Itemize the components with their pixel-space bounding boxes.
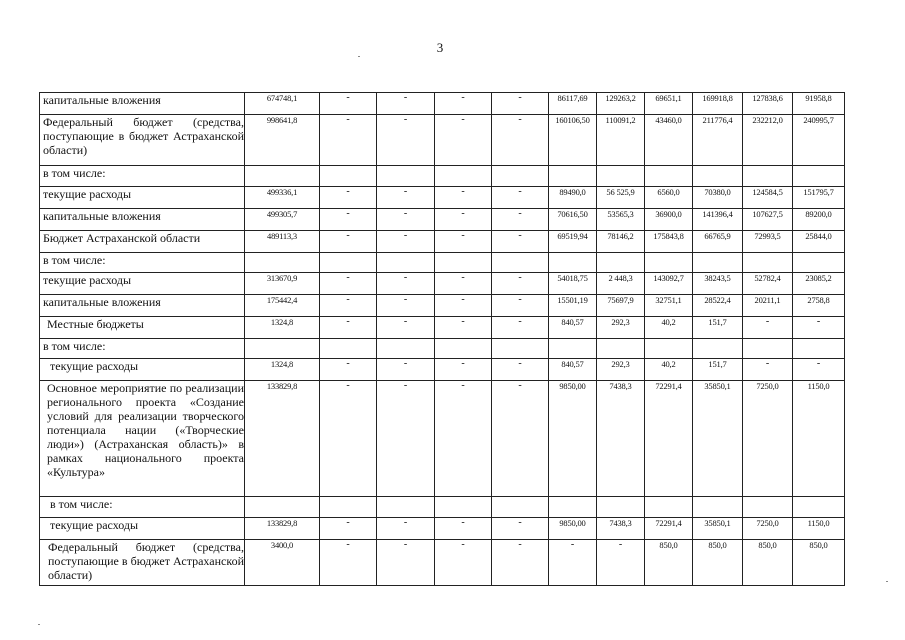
value-cell bbox=[549, 166, 597, 187]
value-cell: 211776,4 bbox=[693, 115, 743, 166]
value-cell: 70380,0 bbox=[693, 187, 743, 209]
table-row bbox=[40, 540, 845, 586]
value-cell: - bbox=[320, 93, 377, 115]
value-cell: - bbox=[377, 115, 435, 166]
value-cell: 66765,9 bbox=[693, 231, 743, 253]
value-cell: 124584,5 bbox=[743, 187, 793, 209]
page-number: 3 bbox=[436, 40, 444, 55]
value-cell: 292,3 bbox=[597, 359, 645, 381]
value-cell: 6560,0 bbox=[645, 187, 693, 209]
value-cell: - bbox=[435, 317, 492, 339]
budget-table bbox=[39, 92, 845, 586]
value-cell: 20211,1 bbox=[743, 295, 793, 317]
value-cell: 40,2 bbox=[645, 317, 693, 339]
value-cell: - bbox=[320, 540, 377, 586]
value-cell: - bbox=[377, 273, 435, 295]
value-cell: 40,2 bbox=[645, 359, 693, 381]
value-cell bbox=[492, 339, 549, 359]
value-cell: 292,3 bbox=[597, 317, 645, 339]
row-label: капитальные вложения bbox=[40, 295, 245, 317]
value-cell: - bbox=[492, 317, 549, 339]
value-cell: 141396,4 bbox=[693, 209, 743, 231]
value-cell: - bbox=[320, 209, 377, 231]
value-cell: 240995,7 bbox=[793, 115, 845, 166]
value-cell: 7438,3 bbox=[597, 381, 645, 497]
value-cell: - bbox=[435, 540, 492, 586]
row-label: Федеральный бюджет (средства, поступающие в бюджет Астраханской области) bbox=[40, 115, 245, 166]
row-label: текущие расходы bbox=[40, 359, 245, 381]
value-cell: - bbox=[435, 115, 492, 166]
table-row bbox=[40, 209, 845, 231]
value-cell: 69651,1 bbox=[645, 93, 693, 115]
value-cell: 998641,8 bbox=[245, 115, 320, 166]
value-cell: - bbox=[320, 317, 377, 339]
value-cell: - bbox=[492, 359, 549, 381]
row-label: в том числе: bbox=[40, 497, 245, 518]
value-cell: 2 448,3 bbox=[597, 273, 645, 295]
value-cell: 1150,0 bbox=[793, 518, 845, 540]
value-cell bbox=[320, 339, 377, 359]
value-cell: 70616,50 bbox=[549, 209, 597, 231]
value-cell: 129263,2 bbox=[597, 93, 645, 115]
value-cell bbox=[597, 339, 645, 359]
value-cell bbox=[245, 253, 320, 273]
value-cell: - bbox=[377, 295, 435, 317]
value-cell: 7250,0 bbox=[743, 381, 793, 497]
value-cell: 23085,2 bbox=[793, 273, 845, 295]
value-cell: 175442,4 bbox=[245, 295, 320, 317]
value-cell: - bbox=[435, 359, 492, 381]
table-row bbox=[40, 381, 845, 497]
value-cell: - bbox=[793, 359, 845, 381]
value-cell: - bbox=[492, 209, 549, 231]
row-label: текущие расходы bbox=[40, 518, 245, 540]
value-cell: - bbox=[320, 231, 377, 253]
value-cell: - bbox=[492, 187, 549, 209]
value-cell bbox=[435, 166, 492, 187]
value-cell: 3400,0 bbox=[245, 540, 320, 586]
row-label: текущие расходы bbox=[40, 273, 245, 295]
value-cell: - bbox=[492, 231, 549, 253]
value-cell: - bbox=[377, 317, 435, 339]
value-cell: 313670,9 bbox=[245, 273, 320, 295]
table-row bbox=[40, 497, 845, 518]
row-label: капитальные вложения bbox=[40, 93, 245, 115]
value-cell: - bbox=[377, 518, 435, 540]
value-cell: 1324,8 bbox=[245, 359, 320, 381]
row-label: Бюджет Астраханской области bbox=[40, 231, 245, 253]
value-cell: 32751,1 bbox=[645, 295, 693, 317]
value-cell bbox=[377, 253, 435, 273]
table-row bbox=[40, 518, 845, 540]
value-cell bbox=[693, 339, 743, 359]
value-cell: 91958,8 bbox=[793, 93, 845, 115]
value-cell: 107627,5 bbox=[743, 209, 793, 231]
value-cell: 7250,0 bbox=[743, 518, 793, 540]
value-cell: 35850,1 bbox=[693, 381, 743, 497]
value-cell: 850,0 bbox=[743, 540, 793, 586]
value-cell: 840,57 bbox=[549, 359, 597, 381]
value-cell bbox=[645, 339, 693, 359]
row-label: в том числе: bbox=[40, 253, 245, 273]
table-row bbox=[40, 93, 845, 115]
value-cell: 28522,4 bbox=[693, 295, 743, 317]
value-cell: 69519,94 bbox=[549, 231, 597, 253]
value-cell: 160106,50 bbox=[549, 115, 597, 166]
value-cell: - bbox=[377, 187, 435, 209]
value-cell: - bbox=[320, 187, 377, 209]
value-cell bbox=[597, 253, 645, 273]
table-row bbox=[40, 317, 845, 339]
table-row bbox=[40, 115, 845, 166]
value-cell bbox=[492, 166, 549, 187]
value-cell: - bbox=[320, 115, 377, 166]
value-cell: 133829,8 bbox=[245, 518, 320, 540]
value-cell bbox=[645, 166, 693, 187]
value-cell: - bbox=[377, 381, 435, 497]
value-cell bbox=[549, 253, 597, 273]
table-row bbox=[40, 187, 845, 209]
value-cell: 75697,9 bbox=[597, 295, 645, 317]
value-cell bbox=[435, 253, 492, 273]
value-cell: 53565,3 bbox=[597, 209, 645, 231]
value-cell: 9850,00 bbox=[549, 518, 597, 540]
value-cell: - bbox=[492, 93, 549, 115]
value-cell: - bbox=[435, 93, 492, 115]
value-cell: - bbox=[377, 209, 435, 231]
value-cell: 2758,8 bbox=[793, 295, 845, 317]
value-cell: - bbox=[320, 273, 377, 295]
value-cell: 840,57 bbox=[549, 317, 597, 339]
value-cell: 499336,1 bbox=[245, 187, 320, 209]
value-cell bbox=[320, 166, 377, 187]
value-cell: 133829,8 bbox=[245, 381, 320, 497]
value-cell: - bbox=[320, 381, 377, 497]
value-cell bbox=[245, 497, 320, 518]
value-cell: 151795,7 bbox=[793, 187, 845, 209]
value-cell: - bbox=[435, 295, 492, 317]
row-label: Местные бюджеты bbox=[40, 317, 245, 339]
value-cell: - bbox=[492, 295, 549, 317]
value-cell: 9850,00 bbox=[549, 381, 597, 497]
value-cell bbox=[245, 339, 320, 359]
value-cell: - bbox=[435, 273, 492, 295]
value-cell bbox=[377, 497, 435, 518]
value-cell: 36900,0 bbox=[645, 209, 693, 231]
table-row bbox=[40, 295, 845, 317]
value-cell: 175843,8 bbox=[645, 231, 693, 253]
value-cell: 850,0 bbox=[793, 540, 845, 586]
value-cell: - bbox=[435, 381, 492, 497]
row-label: в том числе: bbox=[40, 166, 245, 187]
value-cell: 850,0 bbox=[693, 540, 743, 586]
value-cell: 89490,0 bbox=[549, 187, 597, 209]
table-row bbox=[40, 273, 845, 295]
value-cell: 7438,3 bbox=[597, 518, 645, 540]
value-cell bbox=[549, 339, 597, 359]
value-cell bbox=[645, 497, 693, 518]
value-cell: 169918,8 bbox=[693, 93, 743, 115]
value-cell: 499305,7 bbox=[245, 209, 320, 231]
value-cell: 54018,75 bbox=[549, 273, 597, 295]
value-cell bbox=[645, 253, 693, 273]
value-cell: 110091,2 bbox=[597, 115, 645, 166]
value-cell: - bbox=[435, 209, 492, 231]
value-cell: 489113,3 bbox=[245, 231, 320, 253]
value-cell: - bbox=[597, 540, 645, 586]
value-cell bbox=[245, 166, 320, 187]
table-row bbox=[40, 231, 845, 253]
table-row bbox=[40, 339, 845, 359]
value-cell: - bbox=[320, 518, 377, 540]
value-cell: 72993,5 bbox=[743, 231, 793, 253]
value-cell bbox=[597, 497, 645, 518]
value-cell: - bbox=[435, 231, 492, 253]
value-cell: 1150,0 bbox=[793, 381, 845, 497]
value-cell: - bbox=[435, 518, 492, 540]
value-cell: 72291,4 bbox=[645, 381, 693, 497]
table-row bbox=[40, 166, 845, 187]
value-cell bbox=[435, 497, 492, 518]
value-cell bbox=[743, 166, 793, 187]
value-cell: 15501,19 bbox=[549, 295, 597, 317]
row-label: капитальные вложения bbox=[40, 209, 245, 231]
value-cell: - bbox=[320, 359, 377, 381]
value-cell: 151,7 bbox=[693, 317, 743, 339]
value-cell: 232212,0 bbox=[743, 115, 793, 166]
value-cell: - bbox=[435, 187, 492, 209]
value-cell bbox=[492, 497, 549, 518]
value-cell: 86117,69 bbox=[549, 93, 597, 115]
value-cell bbox=[549, 497, 597, 518]
value-cell bbox=[320, 497, 377, 518]
value-cell: 52782,4 bbox=[743, 273, 793, 295]
value-cell: - bbox=[549, 540, 597, 586]
row-label: Федеральный бюджет (средства, поступающие в бюджет Астраханской области) bbox=[40, 540, 245, 586]
value-cell: - bbox=[743, 359, 793, 381]
value-cell: 850,0 bbox=[645, 540, 693, 586]
value-cell: - bbox=[492, 540, 549, 586]
value-cell: - bbox=[492, 381, 549, 497]
value-cell: - bbox=[377, 540, 435, 586]
value-cell: 151,7 bbox=[693, 359, 743, 381]
value-cell: 127838,6 bbox=[743, 93, 793, 115]
value-cell: 35850,1 bbox=[693, 518, 743, 540]
value-cell: 72291,4 bbox=[645, 518, 693, 540]
value-cell: - bbox=[793, 317, 845, 339]
value-cell bbox=[693, 166, 743, 187]
value-cell bbox=[597, 166, 645, 187]
value-cell bbox=[320, 253, 377, 273]
value-cell: - bbox=[492, 518, 549, 540]
value-cell bbox=[793, 253, 845, 273]
value-cell: - bbox=[320, 295, 377, 317]
value-cell: 38243,5 bbox=[693, 273, 743, 295]
value-cell bbox=[377, 166, 435, 187]
value-cell bbox=[743, 497, 793, 518]
value-cell: 25844,0 bbox=[793, 231, 845, 253]
value-cell: 674748,1 bbox=[245, 93, 320, 115]
value-cell: 56 525,9 bbox=[597, 187, 645, 209]
value-cell: - bbox=[377, 93, 435, 115]
value-cell: 78146,2 bbox=[597, 231, 645, 253]
value-cell bbox=[743, 253, 793, 273]
value-cell bbox=[743, 339, 793, 359]
value-cell: 143092,7 bbox=[645, 273, 693, 295]
value-cell bbox=[793, 339, 845, 359]
row-label: в том числе: bbox=[40, 339, 245, 359]
value-cell: - bbox=[377, 359, 435, 381]
value-cell: - bbox=[492, 115, 549, 166]
value-cell bbox=[793, 166, 845, 187]
value-cell: 1324,8 bbox=[245, 317, 320, 339]
value-cell bbox=[435, 339, 492, 359]
value-cell bbox=[377, 339, 435, 359]
value-cell: - bbox=[377, 231, 435, 253]
value-cell bbox=[492, 253, 549, 273]
value-cell: - bbox=[492, 273, 549, 295]
value-cell bbox=[693, 253, 743, 273]
table-row bbox=[40, 359, 845, 381]
value-cell: 89200,0 bbox=[793, 209, 845, 231]
table-row bbox=[40, 253, 845, 273]
value-cell bbox=[793, 497, 845, 518]
row-label: Основное мероприятие по реализации регионального проекта «Создание условий для реализации творческого потенциала нации («Творческие люди») (Астраханская область)» в рамках национального проекта «Культура» bbox=[40, 381, 245, 497]
row-label: текущие расходы bbox=[40, 187, 245, 209]
value-cell: - bbox=[743, 317, 793, 339]
value-cell bbox=[693, 497, 743, 518]
value-cell: 43460,0 bbox=[645, 115, 693, 166]
